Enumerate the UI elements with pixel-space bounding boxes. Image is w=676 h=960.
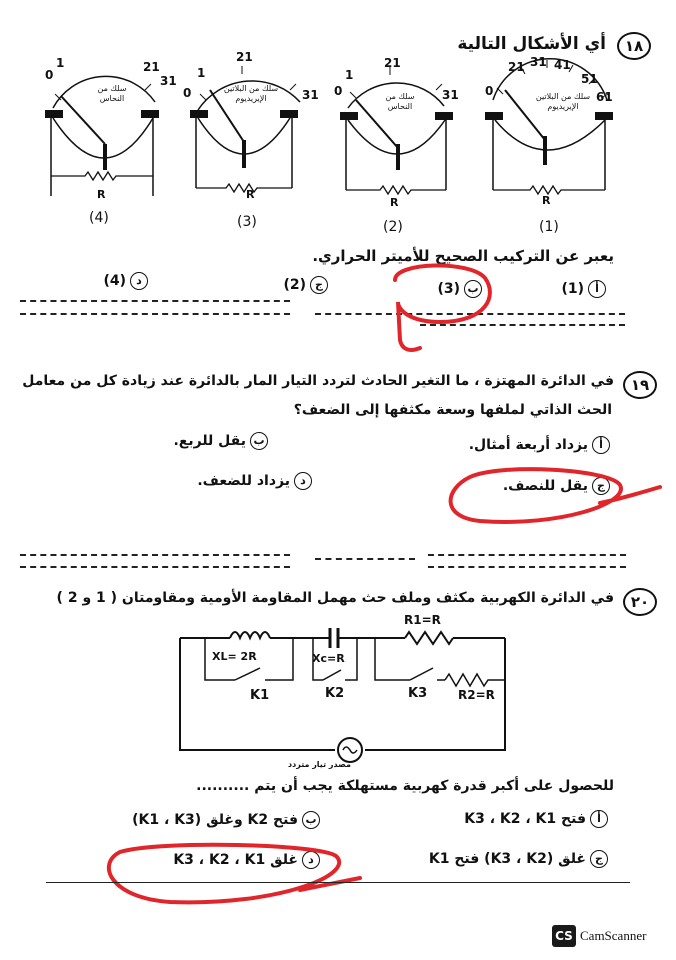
answer-line xyxy=(428,554,626,556)
option-letter: ج xyxy=(590,850,608,868)
q19-option-a[interactable] xyxy=(469,436,614,454)
q18-figures xyxy=(0,40,676,280)
option-text: غلق K3 ، K2 ، K1 xyxy=(173,852,298,868)
answer-line xyxy=(428,566,626,568)
answer-line xyxy=(315,558,415,560)
option-text: غلق (K3 ، K2) فتح K1 xyxy=(428,851,586,867)
figure-2 xyxy=(340,67,453,194)
camscanner-logo-icon: CS xyxy=(552,925,576,947)
fig1-tick-41: 41 xyxy=(554,58,571,72)
circuit-label-source: مصدر تيار متردد xyxy=(288,760,351,769)
option-letter: ج xyxy=(310,276,328,294)
option-text: (1) xyxy=(561,281,584,297)
fig4-caption: (4) xyxy=(89,210,109,226)
option-letter: ب xyxy=(464,280,482,298)
option-text: يزداد أربعة أمثال. xyxy=(468,437,588,453)
question-number-20: ٢٠ xyxy=(623,588,657,616)
circuit-label-k3: K3 xyxy=(408,686,428,701)
q20-option-a[interactable] xyxy=(464,810,612,828)
fig1-wire-label: سلك من البلاتين الإيريديوم xyxy=(535,92,591,111)
option-letter: د xyxy=(294,472,312,490)
bottom-rule xyxy=(46,882,630,883)
fig2-wire-label: سلك من النحاس xyxy=(385,92,415,111)
fig4-tick-31: 31 xyxy=(160,74,177,88)
option-letter: أ xyxy=(588,280,606,298)
fig2-tick-21: 21 xyxy=(384,56,401,70)
answer-line xyxy=(20,554,290,556)
fig4-resistor-label: R xyxy=(97,188,106,201)
fig2-tick-31: 31 xyxy=(442,88,459,102)
q20-option-b[interactable] xyxy=(132,811,324,829)
circuit-label-r1: R1=R xyxy=(404,613,441,627)
fig3-tick-31: 31 xyxy=(302,88,319,102)
marker-annotation-q18 xyxy=(0,250,676,370)
question-number-19: ١٩ xyxy=(623,371,657,399)
option-letter: ب xyxy=(250,432,268,450)
fig1-resistor-label: R xyxy=(542,194,551,207)
fig3-caption: (3) xyxy=(237,214,257,230)
q19-line2: الحث الذاتي لملفها وسعة مكثفها إلى الضعف؟ xyxy=(293,402,612,418)
option-text: يزداد للضعف. xyxy=(197,473,290,489)
fig3-wire-label: سلك من البلاتين الإيريديوم xyxy=(223,84,279,103)
option-letter: أ xyxy=(592,436,610,454)
fig4-wire-label: سلك من النحاس xyxy=(97,84,127,103)
fig4-tick-1: 1 xyxy=(56,56,65,70)
fig2-resistor-label: R xyxy=(390,196,399,209)
option-letter: د xyxy=(302,851,320,869)
marker-annotation-q19 xyxy=(0,455,676,555)
fig1-tick-21: 21 xyxy=(508,60,525,74)
option-letter: أ xyxy=(590,810,608,828)
q18-question: يعبر عن التركيب الصحيح للأميتر الحراري. xyxy=(312,247,614,265)
camscanner-brand: CamScanner xyxy=(580,928,647,943)
fig3-resistor-label: R xyxy=(246,188,255,201)
question-number-18: ١٨ xyxy=(617,32,651,60)
circuit-label-k2: K2 xyxy=(325,686,345,701)
circuit-label-xc: Xc=R xyxy=(312,652,345,665)
option-text: فتح K3 ، K2 ، K1 xyxy=(464,811,586,827)
fig3-tick-0: 0 xyxy=(183,86,192,100)
q19-option-b[interactable] xyxy=(173,432,272,450)
fig1-tick-31: 31 xyxy=(530,55,547,69)
circuit-label-k1: K1 xyxy=(250,688,270,703)
option-text: (4) xyxy=(103,273,126,289)
fig4-tick-21: 21 xyxy=(143,60,160,74)
fig1-tick-0: 0 xyxy=(485,84,494,98)
circuit-label-r2: R2=R xyxy=(458,688,495,702)
fig4-tick-0: 0 xyxy=(45,68,54,82)
q20-question: للحصول على أكبر قدرة كهربية مستهلكة يجب أن يتم .......... xyxy=(196,778,614,794)
answer-line xyxy=(20,566,290,568)
fig2-caption: (2) xyxy=(383,219,403,235)
option-text: يقل للربع. xyxy=(173,433,246,449)
option-text: يقل للنصف. xyxy=(502,478,588,494)
circuit-label-xl: XL= 2R xyxy=(212,650,257,663)
marker-annotation-q20 xyxy=(0,830,676,930)
option-text: (3) xyxy=(437,281,460,297)
fig3-tick-21: 21 xyxy=(236,50,253,64)
fig1-caption: (1) xyxy=(539,219,559,235)
fig3-tick-1: 1 xyxy=(197,66,206,80)
option-letter: ج xyxy=(592,477,610,495)
q18-intro: أي الأشكال التالية xyxy=(457,34,606,54)
fig1-tick-51: 51 xyxy=(581,72,598,86)
option-letter: د xyxy=(130,272,148,290)
fig1-tick-61: 61 xyxy=(596,90,613,104)
option-text: (2) xyxy=(283,277,306,293)
option-letter: ب xyxy=(302,811,320,829)
option-text: فتح K2 وغلق (K1 ، K3) xyxy=(132,812,298,828)
q19-line1: في الدائرة المهتزة ، ما التغير الحادث لتردد التيار المار بالدائرة عند زيادة كل من معامل xyxy=(22,373,614,389)
fig2-tick-1: 1 xyxy=(345,68,354,82)
q20-line1: في الدائرة الكهربية مكثف وملف حث مهمل المقاومة الأومية ومقاومتان ( 1 و 2 ) xyxy=(56,590,614,606)
fig2-tick-0: 0 xyxy=(334,84,343,98)
